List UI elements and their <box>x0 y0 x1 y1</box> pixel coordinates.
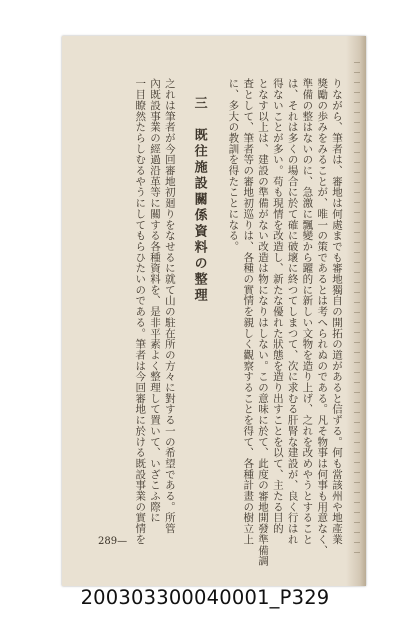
text-column: 內既設事業の經過沿革等に關する各種資料を、是非平素よく整理して置いて、いざこふ際に <box>149 78 162 523</box>
text-column: 準備の整はないのに、急激に飄變から躍的に新しい文物を造り上げ、之れを改めやうとすること <box>301 78 314 545</box>
text-column: 獎勵の歩みをみることが、唯一の策であるとは考へられぬのである。凡そ物事は何事も用意なく、 <box>316 78 329 556</box>
text-column: 一目瞭然たらしむるやうにしてもらひたいのである。筆者は今回審地に於ける既設事業の實情を <box>134 78 147 545</box>
book-page <box>62 36 366 586</box>
section-heading: 三 既往施設關係資料の整理 <box>191 96 207 304</box>
image-caption: 200303300040001_P329 <box>80 586 330 609</box>
page-binding-edge <box>346 36 366 586</box>
text-column: りながら、筆者は、審地は何處までも審地獨自の開拓の道があると信ずる。何も當該州や地產業 <box>331 78 343 545</box>
text-column: 之れは筆者が今回審地初廻りをなせるに就て山の駐在所の方々に對する一の希望である。所管 <box>163 78 176 534</box>
text-column: に、多大の教訓を得たことになる。 <box>227 78 240 252</box>
vertical-text-body <box>86 78 344 598</box>
text-column: 査として、筆者等の審地初巡りは、各種の實情を親しく觀察することを得て、各種計畫の樹立上 <box>242 78 255 545</box>
text-column: 得ないことが多い。苟も現情を改造し、新たな優れた狀態を造り出すことを以て、主たる目的 <box>271 78 284 534</box>
page-number: 289— <box>98 536 128 547</box>
binding-stitch-holes <box>354 62 360 562</box>
text-column: となす以上は、建設の準備がない改造は物になりはしない。この意味に於て、此度の審地開發準備調 <box>257 78 270 567</box>
text-column: は、それは多くの場合に於て確に破壞に終つてしまつて、次に求むる肝腎な建設が、良く行はれ <box>286 78 299 545</box>
